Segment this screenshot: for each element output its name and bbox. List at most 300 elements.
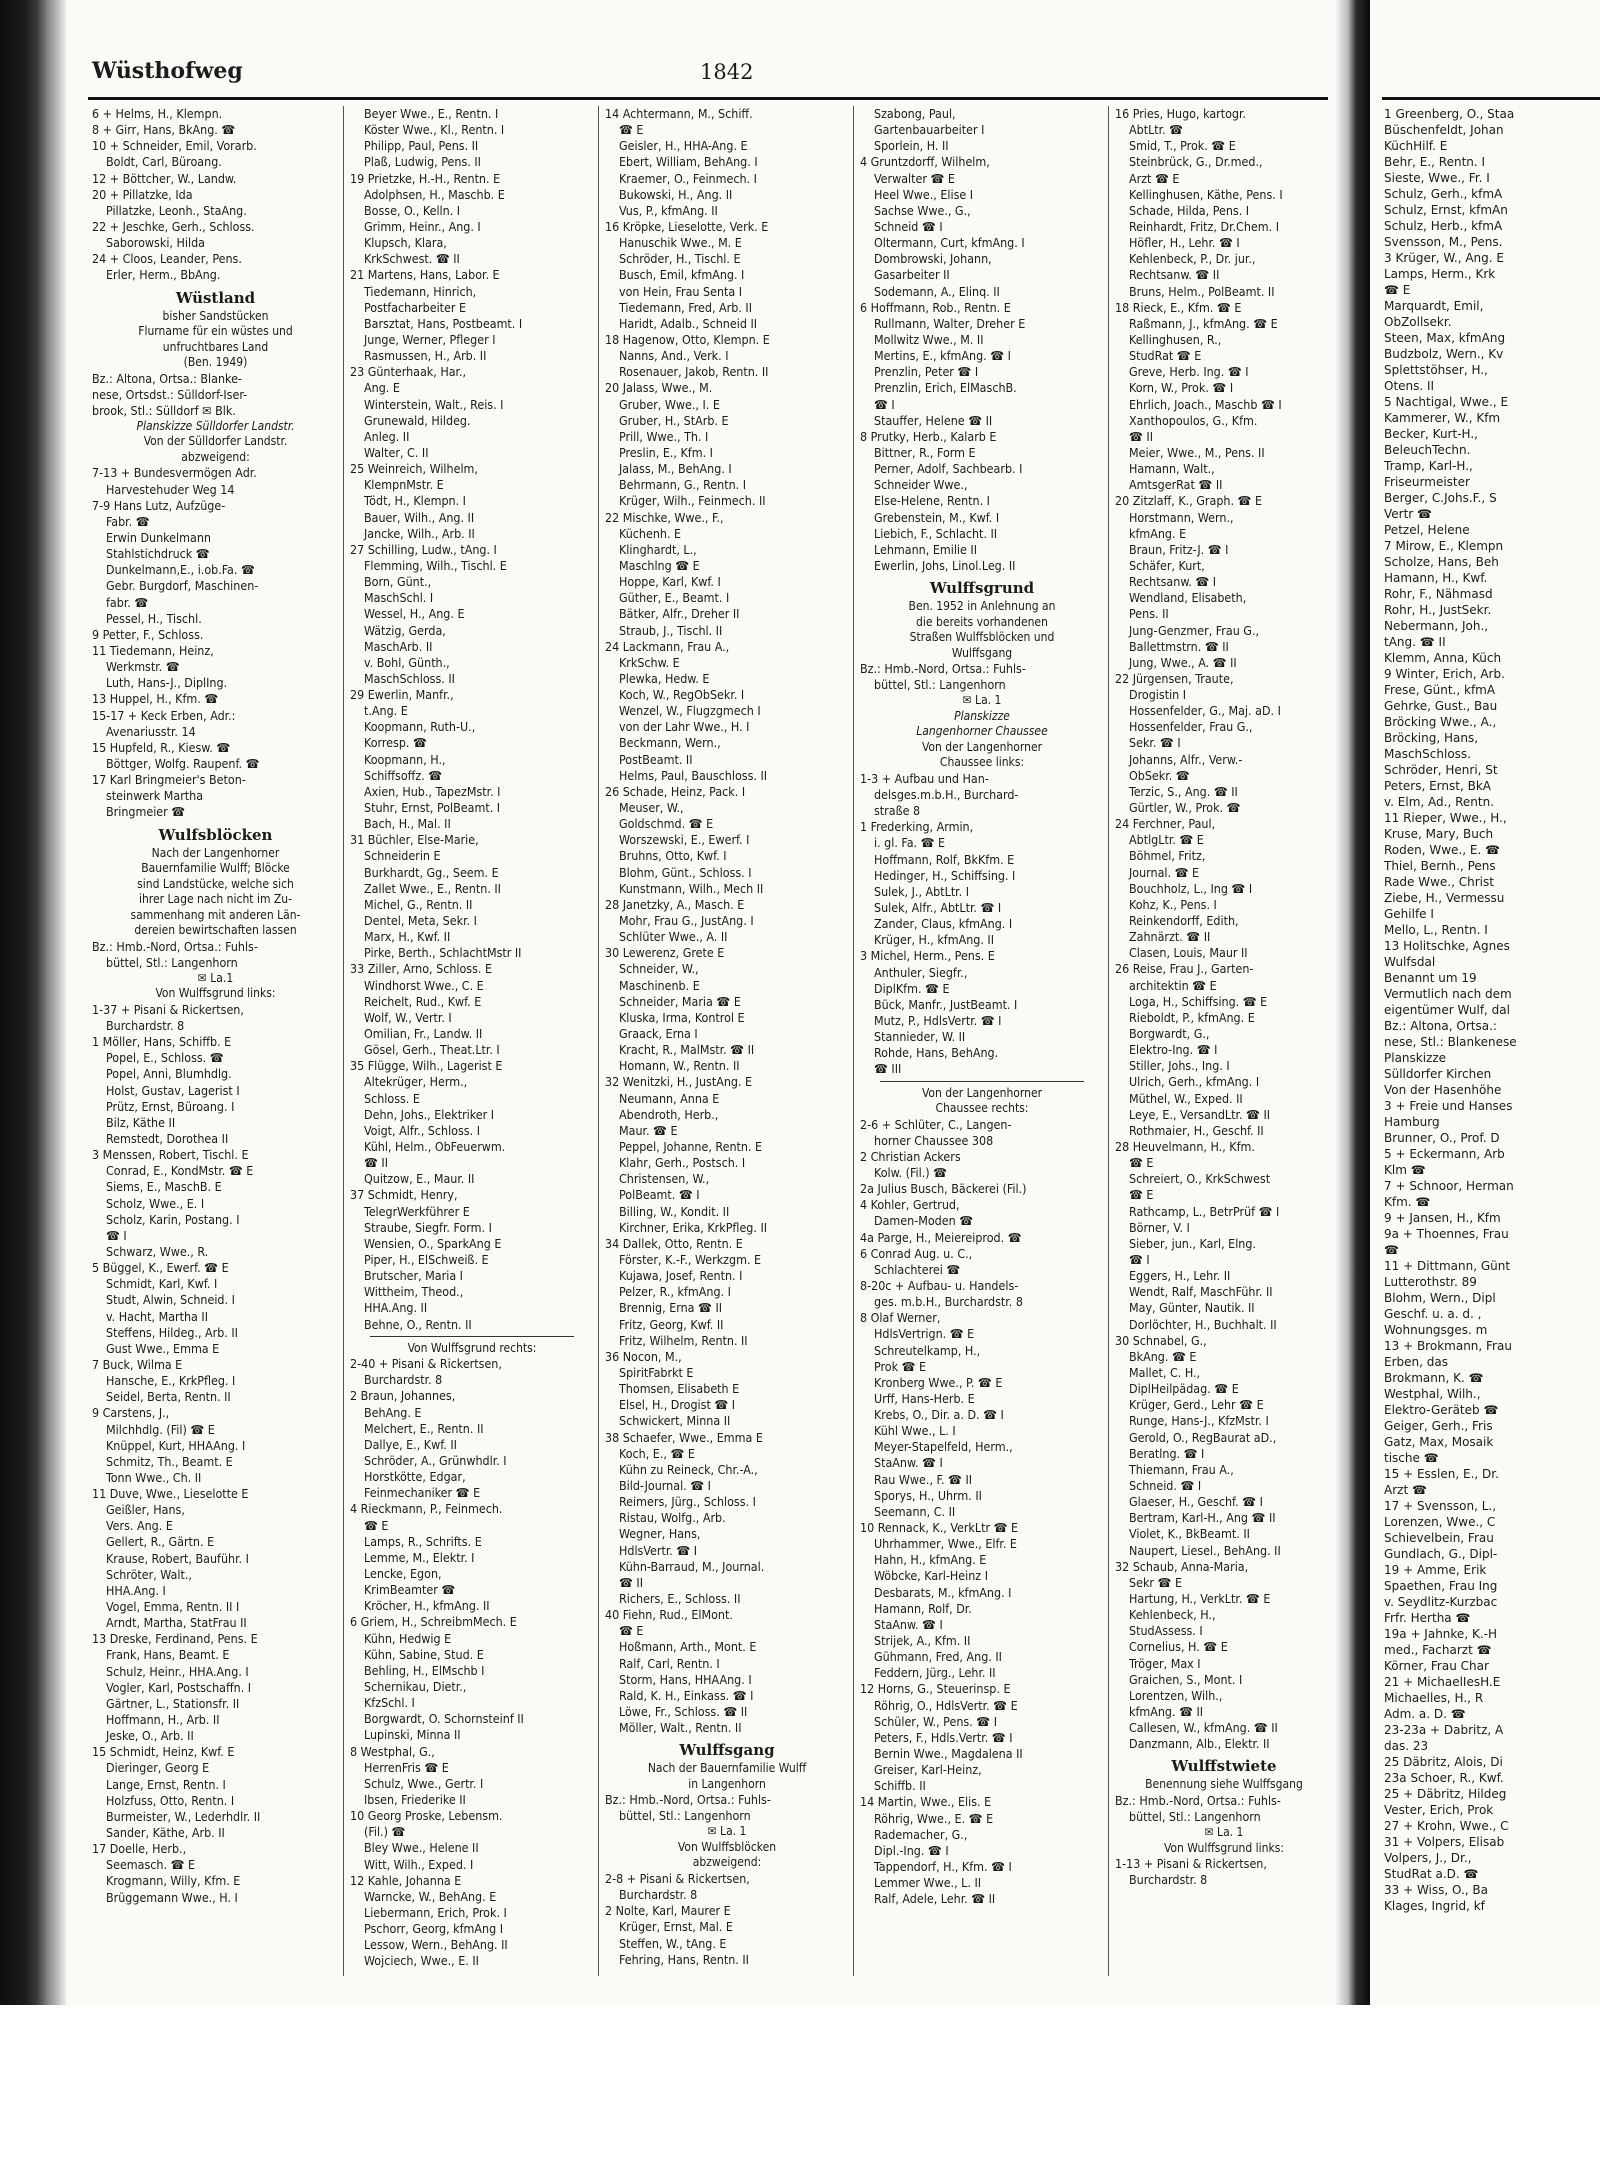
next-page-line: Adm. a. D. ☎ xyxy=(1384,1707,1466,1721)
house-entry: Bz.: Hmb.-Nord, Ortsa.: Fuhls- xyxy=(1115,1792,1281,1808)
resident-entry: Seemasch. ☎ E xyxy=(106,1857,196,1873)
next-page-line: Tramp, Karl-H., xyxy=(1384,459,1473,473)
street-note: (Ben. 1949) xyxy=(183,355,248,370)
resident-entry: Witt, Wilh., Exped. I xyxy=(364,1856,474,1872)
resident-entry: Schneid ☎ I xyxy=(874,218,943,234)
resident-entry: Koch, W., RegObSekr. I xyxy=(619,687,745,703)
next-page-line: Vermutlich nach dem xyxy=(1384,987,1512,1001)
resident-entry: Meier, Wwe., M., Pens. II xyxy=(1129,444,1265,460)
resident-entry: Reinkendorff, Edith, xyxy=(1129,913,1239,929)
resident-entry: Wendt, Ralf, MaschFühr. II xyxy=(1129,1284,1273,1300)
next-page-line: Michaelles, H., R xyxy=(1384,1691,1484,1705)
resident-entry: Bertram, Karl-H., Ang ☎ II xyxy=(1129,1510,1276,1526)
resident-entry: Lemmer Wwe., L. II xyxy=(874,1875,982,1891)
next-page-line: 23a Schoer, R., Kwf. xyxy=(1384,1771,1504,1785)
resident-entry: Gerold, O., RegBaurat aD., xyxy=(1129,1429,1277,1445)
street-note: abzweigend: xyxy=(181,449,250,464)
resident-entry: Küchenh. E xyxy=(619,525,682,541)
resident-entry: Börner, V. I xyxy=(1129,1219,1190,1235)
resident-entry: Axien, Hub., TapezMstr. I xyxy=(364,783,501,799)
resident-entry: ☎ I xyxy=(1129,1251,1150,1267)
resident-entry: Michel, G., Rentn. II xyxy=(364,896,473,912)
resident-entry: Gühmann, Fred, Ang. II xyxy=(874,1649,1002,1665)
resident-entry: Steffens, Hildeg., Arb. II xyxy=(106,1324,238,1340)
next-page-line: Roden, Wwe., E. ☎ xyxy=(1384,843,1501,857)
house-entry: 20 Jalass, Wwe., M. xyxy=(605,380,713,396)
resident-entry: Uhrhammer, Wwe., Elfr. E xyxy=(874,1536,1017,1552)
house-entry: 28 Heuvelmann, H., Kfm. xyxy=(1115,1139,1255,1154)
resident-entry: Schreutelkamp, H., xyxy=(874,1342,981,1358)
resident-entry: Grunewald, Hildeg. xyxy=(364,412,471,428)
resident-entry: (Fil.) ☎ xyxy=(364,1824,406,1840)
resident-entry: Melchert, E., Rentn. II xyxy=(364,1420,484,1436)
resident-entry: Erler, Herm., BbAng. xyxy=(106,267,221,283)
resident-entry: Born, Günt., xyxy=(364,574,432,590)
directory-column-1 xyxy=(92,106,339,1996)
next-page-line: Bröcking Wwe., A., xyxy=(1384,715,1497,729)
house-entry: 22 Mischke, Wwe., F., xyxy=(605,509,724,525)
next-page-line: Rohr, H., JustSekr. xyxy=(1384,603,1492,617)
next-page-line: Lutterothstr. 89 xyxy=(1384,1275,1477,1289)
resident-entry: StaAnw. ☎ I xyxy=(874,1616,943,1632)
street-note: Chaussee links: xyxy=(939,755,1025,770)
street-note: Von Wulffsblöcken xyxy=(677,1839,777,1854)
house-entry: 22 + Jeschke, Gerh., Schloss. xyxy=(92,218,255,234)
house-entry: 17 Karl Bringmeier's Beton- xyxy=(92,772,246,788)
resident-entry: ☎ II xyxy=(619,1574,643,1590)
next-page-line: Von der Hasenhöhe xyxy=(1384,1083,1502,1097)
house-entry: Bz.: Hmb.-Nord, Ortsa.: Fuhls- xyxy=(605,1792,771,1808)
house-entry: 1 Möller, Hans, Schiffb. E xyxy=(92,1034,232,1050)
resident-entry: Erwin Dunkelmann xyxy=(106,530,211,546)
resident-entry: Lorentzen, Wilh., xyxy=(1129,1687,1223,1703)
resident-entry: Tappendorf, H., Kfm. ☎ I xyxy=(874,1859,1012,1874)
resident-entry: Storm, Hans, HHAAng. I xyxy=(619,1671,752,1687)
resident-entry: v. Bohl, Günth., xyxy=(364,654,450,670)
resident-entry: Gärtner, L., Stationsfr. II xyxy=(106,1695,240,1711)
house-entry: 4a Parge, H., Meiereiprod. ☎ xyxy=(860,1229,1022,1245)
resident-entry: Mallet, C. H., xyxy=(1129,1364,1201,1380)
next-page-line: Nebermann, Joh., xyxy=(1384,619,1489,633)
resident-entry: AbtlgLtr. ☎ E xyxy=(1129,832,1204,848)
resident-entry: Reimers, Jürg., Schloss. I xyxy=(619,1494,756,1510)
resident-entry: Klinghardt, L., xyxy=(619,541,697,557)
resident-entry: KfzSchl. I xyxy=(364,1695,415,1711)
resident-entry: Remstedt, Dorothea II xyxy=(106,1130,229,1146)
house-entry: 2-6 + Schlüter, C., Langen- xyxy=(860,1116,1012,1132)
next-page-line: Schievelbein, Frau xyxy=(1384,1531,1494,1545)
next-page-line: Otens. II xyxy=(1384,379,1435,393)
resident-entry: Bätker, Alfr., Dreher II xyxy=(619,606,740,622)
resident-entry: Bruns, Helm., PolBeamt. II xyxy=(1129,283,1275,299)
resident-entry: HHA.Ang. I xyxy=(106,1582,166,1598)
resident-entry: Sporlein, H. II xyxy=(874,138,949,154)
resident-entry: Kühn-Barraud, M., Journal. xyxy=(619,1558,765,1574)
resident-entry: Kellinghusen, R., xyxy=(1129,331,1222,347)
house-entry: 29 Ewerlin, Manfr., xyxy=(350,687,454,703)
next-page-line: 11 + Dittmann, Günt xyxy=(1384,1259,1511,1273)
resident-entry: Schneider, Maria ☎ E xyxy=(619,993,741,1009)
street-note: ✉ La.1 xyxy=(197,970,234,985)
resident-entry: Rademacher, G., xyxy=(874,1826,968,1842)
resident-entry: Violet, K., BkBeamt. II xyxy=(1129,1526,1250,1542)
resident-entry: Zallet Wwe., E., Rentn. II xyxy=(364,880,501,896)
resident-entry: Perner, Adolf, Sachbearb. I xyxy=(874,461,1023,477)
resident-entry: Beckmann, Wern., xyxy=(619,735,721,751)
next-page-line: Scholze, Hans, Beh xyxy=(1384,555,1499,569)
next-page-line: Gehilfe I xyxy=(1384,907,1434,921)
resident-entry: ☎ E xyxy=(1129,1155,1154,1171)
next-page-line: Spaethen, Frau Ing xyxy=(1384,1579,1498,1593)
resident-entry: Burchardstr. 8 xyxy=(364,1372,443,1388)
resident-entry: Ralf, Carl, Rentn. I xyxy=(619,1655,720,1671)
resident-entry: Schröter, Walt., xyxy=(106,1566,192,1582)
column-divider xyxy=(343,106,344,1976)
resident-entry: Gruber, H., StArb. E xyxy=(619,412,729,428)
resident-entry: Röhrig, Wwe., E. ☎ E xyxy=(874,1810,994,1826)
resident-entry: Prill, Wwe., Th. I xyxy=(619,428,709,444)
street-note: unfruchtbares Land xyxy=(162,339,269,354)
resident-entry: Gasarbeiter II xyxy=(874,267,950,283)
resident-entry: Wojciech, Wwe., E. II xyxy=(364,1953,479,1969)
resident-entry: Sulek, J., AbtLtr. I xyxy=(874,883,969,899)
house-entry: 1-13 + Pisani & Rickertsen, xyxy=(1115,1856,1267,1872)
column-divider xyxy=(853,106,854,1976)
resident-entry: Graack, Erna I xyxy=(619,1026,698,1042)
next-page-line: Frese, Günt., kfmA xyxy=(1384,683,1496,697)
section-separator xyxy=(880,1081,1084,1082)
house-entry: 14 Achtermann, M., Schiff. xyxy=(605,106,753,121)
resident-entry: Leye, E., VersandLtr. ☎ II xyxy=(1129,1106,1271,1122)
resident-entry: Helms, Paul, Bauschloss. II xyxy=(619,767,768,783)
next-page-line: Hamburg xyxy=(1384,1115,1440,1129)
resident-entry: Borgwardt, O. Schornsteinf II xyxy=(364,1711,524,1727)
resident-entry: Siems, E., MaschB. E xyxy=(106,1179,222,1195)
next-page-line: Gehrke, Gust., Bau xyxy=(1384,699,1498,713)
resident-entry: StudAssess. I xyxy=(1129,1623,1203,1639)
next-page-line: Frfr. Hertha ☎ xyxy=(1384,1611,1471,1625)
resident-entry: Kracht, R., MalMstr. ☎ II xyxy=(619,1042,755,1058)
next-page-line: Körner, Frau Char xyxy=(1384,1659,1489,1673)
resident-entry: Zander, Claus, kfmAng. I xyxy=(874,916,1013,932)
next-page-line: Berger, C.Johs.F., S xyxy=(1384,491,1497,505)
next-page-line: Ziebe, H., Vermessu xyxy=(1384,891,1505,905)
next-page-line: 19a + Jahnke, K.-H xyxy=(1384,1627,1497,1641)
street-note: Von der Langenhorner xyxy=(921,1085,1043,1100)
resident-entry: Busch, Emil, kfmAng. I xyxy=(619,267,745,283)
house-entry: 7 Buck, Wilma E xyxy=(92,1356,183,1372)
house-entry: 19 Prietzke, H.-H., Rentn. E xyxy=(350,170,501,186)
next-page-line: Schulz, Ernst, kfmAn xyxy=(1384,203,1508,217)
resident-entry: StudRat ☎ E xyxy=(1129,348,1202,364)
resident-entry: Schröder, H., Tischl. E xyxy=(619,251,741,267)
resident-entry: Avenariusstr. 14 xyxy=(106,723,196,739)
resident-entry: v. Hacht, Martha II xyxy=(106,1308,208,1324)
next-page-line: 25 Däbritz, Alois, Di xyxy=(1384,1755,1503,1769)
resident-entry: Arzt ☎ E xyxy=(1129,170,1180,186)
resident-entry: Schäfer, Kurt, xyxy=(1129,557,1205,573)
resident-entry: Krebs, O., Dir. a. D. ☎ I xyxy=(874,1407,1004,1423)
resident-entry: Oltermann, Curt, kfmAng. I xyxy=(874,235,1025,251)
resident-entry: Elsel, H., Drogist ☎ I xyxy=(619,1397,736,1413)
resident-entry: Kehlenbeck, P., Dr. jur., xyxy=(1129,251,1256,267)
house-entry: 26 Reise, Frau J., Garten- xyxy=(1115,961,1254,977)
next-page-line: Marquardt, Emil, xyxy=(1384,299,1484,313)
resident-entry: ☎ III xyxy=(874,1061,902,1077)
resident-entry: Wätzig, Gerda, xyxy=(364,622,446,638)
next-page-line: 5 Nachtigal, Wwe., E xyxy=(1384,395,1509,409)
house-entry: 3 Michel, Herm., Pens. E xyxy=(860,948,995,964)
next-page-line: Kruse, Mary, Buch xyxy=(1384,827,1494,841)
next-page-line: 33 + Wiss, O., Ba xyxy=(1384,1883,1489,1897)
next-page-line: 25 + Däbritz, Hildeg xyxy=(1384,1787,1507,1801)
resident-entry: Feinmechaniker ☎ E xyxy=(364,1485,481,1501)
resident-entry: Kühn zu Reineck, Chr.-A., xyxy=(619,1461,758,1477)
next-page-line: Petzel, Helene xyxy=(1384,523,1470,537)
resident-entry: Bilz, Käthe II xyxy=(106,1114,176,1130)
next-page-line: Bz.: Altona, Ortsa.: xyxy=(1384,1019,1497,1033)
next-page-line: das. 23 xyxy=(1384,1739,1429,1753)
resident-entry: Kühl Wwe., L. I xyxy=(874,1423,956,1439)
resident-entry: Hahn, H., kfmAng. E xyxy=(874,1552,987,1568)
resident-entry: Harvestehuder Weg 14 xyxy=(106,481,235,497)
resident-entry: Hanuschik Wwe., M. E xyxy=(619,235,742,251)
house-entry: 24 Ferchner, Paul, xyxy=(1115,816,1216,832)
resident-entry: Köster Wwe., Kl., Rentn. I xyxy=(364,122,505,138)
resident-entry: Pessel, H., Tischl. xyxy=(106,610,202,626)
resident-entry: Glaeser, H., Geschf. ☎ I xyxy=(1129,1494,1263,1510)
resident-entry: Tiedemann, Fred, Arb. II xyxy=(619,299,752,315)
scan-bottom-margin xyxy=(0,2005,1600,2177)
resident-entry: Popel, Anni, Blumhdlg. xyxy=(106,1066,232,1082)
next-page-line: Planskizze xyxy=(1384,1051,1447,1065)
house-entry: Bz.: Altona, Ortsa.: Blanke- xyxy=(92,370,242,386)
next-page-line: Behr, E., Rentn. I xyxy=(1384,155,1486,169)
resident-entry: Plewka, Hedw. E xyxy=(619,670,710,686)
resident-entry: Klahr, Gerh., Postsch. I xyxy=(619,1155,746,1171)
resident-entry: Bosse, O., Kelln. I xyxy=(364,202,461,218)
house-entry: nese, Ortsdst.: Sülldorf-Iser- xyxy=(92,386,248,402)
next-page-line: v. Seydlitz-Kurzbac xyxy=(1384,1595,1498,1609)
resident-entry: Behrmann, G., Rentn. I xyxy=(619,477,747,493)
street-note: bisher Sandstücken xyxy=(162,308,269,323)
resident-entry: Sodemann, A., Elinq. II xyxy=(874,283,1000,299)
resident-entry: Dunkelmann,E., i.ob.Fa. ☎ xyxy=(106,562,255,578)
resident-entry: Rau Wwe., F. ☎ II xyxy=(874,1471,973,1487)
next-page-line: 13 Holitschke, Agnes xyxy=(1384,939,1510,953)
next-page-line: Brunner, O., Prof. D xyxy=(1384,1131,1500,1145)
resident-entry: Drogistin I xyxy=(1129,687,1187,703)
house-entry: 24 Lackmann, Frau A., xyxy=(605,638,730,654)
resident-entry: Thiemann, Frau A., xyxy=(1129,1461,1234,1477)
column-divider xyxy=(598,106,599,1976)
resident-entry: Maschinenb. E xyxy=(619,977,700,993)
resident-entry: Piper, H., ElSchweiß. E xyxy=(364,1251,489,1267)
resident-entry: Rechtsanw. ☎ I xyxy=(1129,574,1217,590)
resident-entry: Lupinski, Minna II xyxy=(364,1727,461,1743)
resident-entry: Krüger, Gerd., Lehr ☎ E xyxy=(1129,1397,1264,1413)
resident-entry: Scholz, Karin, Postang. I xyxy=(106,1211,240,1227)
resident-entry: Kujawa, Josef, Rentn. I xyxy=(619,1268,743,1284)
resident-entry: Smid, T., Prok. ☎ E xyxy=(1129,138,1236,154)
house-entry: 32 Schaub, Anna-Maria, xyxy=(1115,1558,1249,1574)
next-page-line: Vertr ☎ xyxy=(1384,507,1432,521)
resident-entry: Wolf, W., Vertr. I xyxy=(364,1009,452,1025)
resident-entry: Rathcamp, L., BetrPrüf ☎ I xyxy=(1129,1203,1280,1219)
resident-entry: Behne, O., Rentn. II xyxy=(364,1316,472,1332)
house-entry: 13 Dreske, Ferdinand, Pens. E xyxy=(92,1631,258,1647)
resident-entry: Kunstmann, Wilh., Mech II xyxy=(619,880,764,896)
resident-entry: Koch, E., ☎ E xyxy=(619,1445,695,1461)
street-note: Benennung siehe Wulffsgang xyxy=(1145,1777,1303,1792)
directory-column-5 xyxy=(1115,106,1333,1996)
house-entry: 6 Griem, H., SchreibmMech. E xyxy=(350,1614,517,1630)
resident-entry: Arndt, Martha, StatFrau II xyxy=(106,1615,247,1631)
resident-entry: Dorlöchter, H., Buchhalt. II xyxy=(1129,1316,1277,1332)
resident-entry: KlempnMstr. E xyxy=(364,477,444,493)
header-rule xyxy=(88,97,1328,100)
next-page-line: 13 + Brokmann, Frau xyxy=(1384,1339,1512,1353)
next-page-line: 31 + Volpers, Elisab xyxy=(1384,1835,1505,1849)
house-entry: 24 + Cloos, Leander, Pens. xyxy=(92,251,242,267)
next-page-line: 9a + Thoennes, Frau xyxy=(1384,1227,1509,1241)
resident-entry: Förster, K.-F., Werkzgm. E xyxy=(619,1251,762,1267)
next-page-line: 19 + Amme, Erik xyxy=(1384,1563,1487,1577)
resident-entry: Ehrlich, Joach., Maschb ☎ I xyxy=(1129,396,1282,412)
house-entry: 8-20c + Aufbau- u. Handels- xyxy=(860,1277,1019,1293)
next-page-line: 17 + Svensson, L., xyxy=(1384,1499,1497,1513)
next-page-line: Thiel, Bernh., Pens xyxy=(1384,859,1496,873)
resident-entry: architektin ☎ E xyxy=(1129,977,1217,993)
next-page-line: Sieste, Wwe., Fr. I xyxy=(1384,171,1490,185)
resident-entry: Quitzow, E., Maur. II xyxy=(364,1171,475,1187)
next-page-line: med., Facharzt ☎ xyxy=(1384,1643,1492,1657)
resident-entry: Lencke, Egon, xyxy=(364,1566,442,1582)
resident-entry: Wenzel, W., Flugzgmech I xyxy=(619,703,761,719)
resident-entry: Hoßmann, Arth., Mont. E xyxy=(619,1639,757,1655)
resident-entry: Luth, Hans-J., DiplIng. xyxy=(106,675,228,691)
resident-entry: Kühn, Sabine, Stud. E xyxy=(364,1646,484,1662)
resident-entry: Rothmaier, H., Geschf. II xyxy=(1129,1122,1264,1138)
resident-entry: Seidel, Berta, Rentn. II xyxy=(106,1389,231,1405)
resident-entry: Wegner, Hans, xyxy=(619,1526,701,1542)
resident-entry: Schiffsoffz. ☎ xyxy=(364,767,443,783)
resident-entry: PostBeamt. II xyxy=(619,751,693,767)
resident-entry: Billing, W., Kondit. II xyxy=(619,1203,730,1219)
resident-entry: Mutz, P., HdlsVertr. ☎ I xyxy=(874,1012,1002,1028)
resident-entry: Schulz, Wwe., Gertr. I xyxy=(364,1775,484,1791)
resident-entry: Wensien, O., SparkAng E xyxy=(364,1235,502,1251)
resident-entry: Krause, Robert, Bauführ. I xyxy=(106,1550,249,1566)
resident-entry: Sander, Käthe, Arb. II xyxy=(106,1825,225,1841)
resident-entry: Abendroth, Herb., xyxy=(619,1106,719,1122)
resident-entry: Burchardstr. 8 xyxy=(619,1887,698,1903)
resident-entry: Schmitz, Th., Beamt. E xyxy=(106,1453,233,1469)
street-note: in Langenhorn xyxy=(688,1776,766,1791)
resident-entry: Kolw. (Fil.) ☎ xyxy=(874,1164,948,1180)
street-note: Von Wulffsgrund links: xyxy=(155,986,276,1001)
resident-entry: PolBeamt. ☎ I xyxy=(619,1187,700,1203)
resident-entry: Heel Wwe., Elise I xyxy=(874,186,974,202)
resident-entry: Schneiderin E xyxy=(364,848,441,864)
street-note: Chaussee rechts: xyxy=(935,1101,1029,1116)
resident-entry: Clasen, Louis, Maur II xyxy=(1129,945,1248,961)
resident-entry: fabr. ☎ xyxy=(106,594,149,610)
house-entry: 16 Pries, Hugo, kartogr. xyxy=(1115,106,1246,121)
resident-entry: Sekr. ☎ I xyxy=(1129,735,1181,751)
next-page-line: Schröder, Henri, St xyxy=(1384,763,1498,777)
next-page-line: tische ☎ xyxy=(1384,1451,1439,1465)
resident-entry: kfmAng. ☎ II xyxy=(1129,1703,1204,1719)
house-entry: 28 Janetzky, A., Masch. E xyxy=(605,896,745,912)
resident-entry: ☎ E xyxy=(364,1517,389,1533)
resident-entry: Dentel, Meta, Sekr. I xyxy=(364,913,477,929)
next-page-line: BeleuchTechn. xyxy=(1384,443,1471,457)
house-entry: 4 Gruntzdorff, Wilhelm, xyxy=(860,154,990,170)
resident-entry: Postfacharbeiter E xyxy=(364,299,467,315)
resident-entry: Hossenfelder, Frau G., xyxy=(1129,719,1253,735)
resident-entry: Seemann, C. II xyxy=(874,1503,956,1519)
resident-entry: Koopmann, Ruth-U., xyxy=(364,719,476,735)
house-entry: 27 Schilling, Ludw., tAng. I xyxy=(350,541,497,557)
next-page-line: Kammerer, W., Kfm xyxy=(1384,411,1501,425)
resident-entry: Hamann, Walt., xyxy=(1129,461,1215,477)
house-entry: 15 Hupfeld, R., Kiesw. ☎ xyxy=(92,739,231,755)
next-page-line: Elektro-Geräteb ☎ xyxy=(1384,1403,1499,1417)
resident-entry: Naupert, Liesel., BehAng. II xyxy=(1129,1542,1281,1558)
resident-entry: Elektro-Ing. ☎ I xyxy=(1129,1042,1218,1058)
resident-entry: Schneider, W., xyxy=(619,961,699,977)
house-entry: 8 Prutky, Herb., Kalarb E xyxy=(860,428,997,444)
next-page-line: Wohnungsges. m xyxy=(1384,1323,1488,1337)
resident-entry: Rasmussen, H., Arb. II xyxy=(364,348,487,364)
resident-entry: Kohz, K., Pens. I xyxy=(1129,896,1217,912)
resident-entry: Straub, J., Tischl. II xyxy=(619,622,723,638)
house-entry: 1-3 + Aufbau und Han- xyxy=(860,770,989,786)
next-page-line: 3 + Freie und Hanses xyxy=(1384,1099,1513,1113)
resident-entry: büttel, Stl.: Langenhorn xyxy=(874,677,1006,693)
house-entry: 2-8 + Pisani & Rickertsen, xyxy=(605,1870,750,1886)
resident-entry: Hamann, Rolf, Dr. xyxy=(874,1600,972,1616)
resident-entry: Journal. ☎ E xyxy=(1129,864,1200,880)
resident-entry: Schloss. E xyxy=(364,1090,420,1106)
resident-entry: ☎ II xyxy=(1129,428,1153,444)
resident-entry: Gust Wwe., Emma E xyxy=(106,1340,220,1356)
resident-entry: Dipl.-Ing. ☎ I xyxy=(874,1842,949,1858)
resident-entry: Adolphsen, H., Maschb. E xyxy=(364,186,505,202)
resident-entry: Altekrüger, Herm., xyxy=(364,1074,468,1090)
house-entry: 15 Schmidt, Heinz, Kwf. E xyxy=(92,1744,235,1760)
house-entry: 18 Rieck, E., Kfm. ☎ E xyxy=(1115,299,1242,315)
resident-entry: Kühn, Hedwig E xyxy=(364,1630,452,1646)
house-entry: 2 Nolte, Karl, Maurer E xyxy=(605,1903,731,1919)
resident-entry: Steffen, W., tAng. E xyxy=(619,1935,727,1951)
resident-entry: Kirchner, Erika, KrkPfleg. II xyxy=(619,1219,768,1235)
resident-entry: Fritz, Georg, Kwf. II xyxy=(619,1316,724,1332)
resident-entry: Horstkötte, Edgar, xyxy=(364,1469,466,1485)
resident-entry: Pens. II xyxy=(1129,606,1169,622)
resident-entry: straße 8 xyxy=(874,803,921,819)
resident-entry: Röhrig, O., HdlsVertr. ☎ E xyxy=(874,1697,1018,1713)
house-entry: 31 Büchler, Else-Marie, xyxy=(350,832,479,848)
next-page-line: Vester, Erich, Prok xyxy=(1384,1803,1494,1817)
house-entry: 12 Kahle, Johanna E xyxy=(350,1872,462,1888)
next-page-line: Steen, Max, kfmAng xyxy=(1384,331,1506,345)
resident-entry: Else-Helene, Rentn. I xyxy=(874,493,990,509)
next-page-line: v. Elm, Ad., Rentn. xyxy=(1384,795,1495,809)
resident-entry: Urff, Hans-Herb. E xyxy=(874,1390,975,1406)
street-note: ✉ La. 1 xyxy=(1204,1825,1244,1840)
